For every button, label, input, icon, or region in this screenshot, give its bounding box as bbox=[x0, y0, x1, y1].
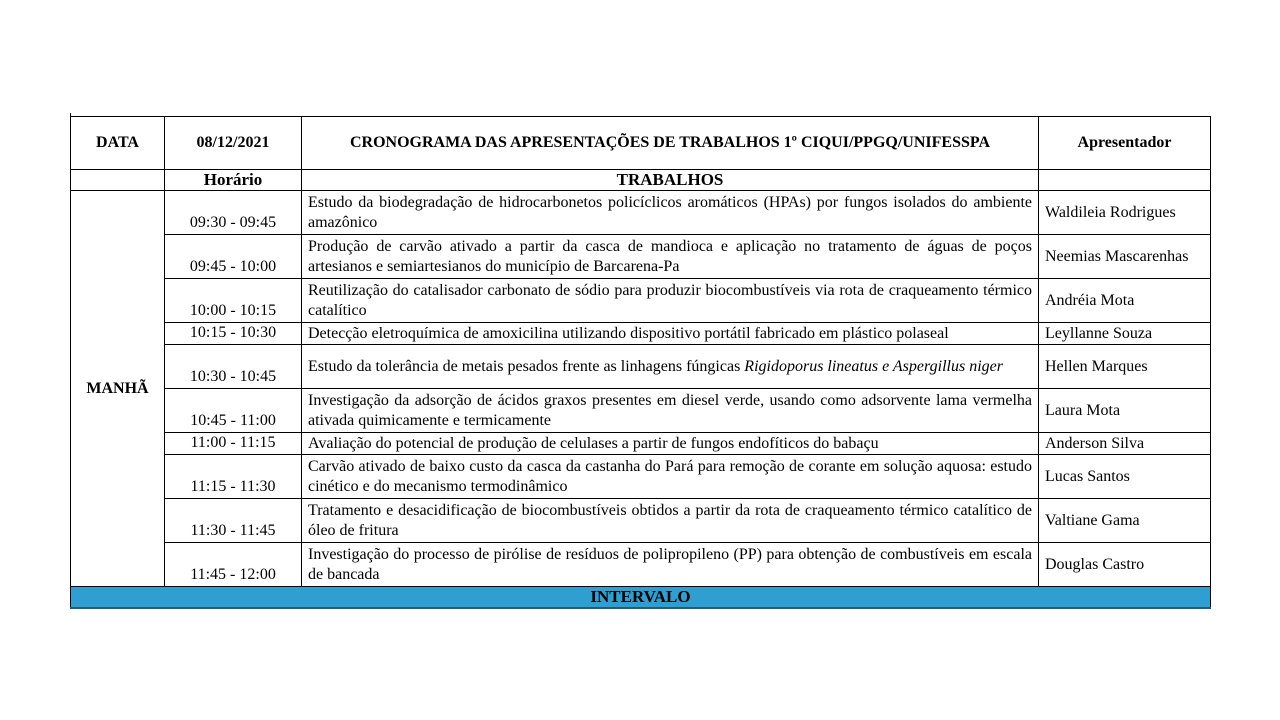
presenter-name: Douglas Castro bbox=[1039, 543, 1211, 587]
works-header: TRABALHOS bbox=[302, 170, 1039, 191]
work-title: Reutilização do catalisador carbonato de sódio para produzir biocombustíveis via rota de craqueamento térmico catalítico bbox=[302, 279, 1039, 323]
table-row bbox=[71, 279, 1211, 323]
table-row bbox=[71, 345, 1211, 389]
work-title: Investigação do processo de pirólise de resíduos de polipropileno (PP) para obtenção de combustíveis em escala de bancada bbox=[302, 543, 1039, 587]
table-row bbox=[71, 235, 1211, 279]
presenter-header: Apresentador bbox=[1039, 117, 1211, 170]
work-title: Avaliação do potencial de produção de celulases a partir de fungos endofíticos do babaçu bbox=[302, 433, 1039, 455]
time-slot: 10:45 - 11:00 bbox=[165, 389, 302, 433]
table-row bbox=[71, 389, 1211, 433]
table-row bbox=[71, 499, 1211, 543]
presenter-name: Andréia Mota bbox=[1039, 279, 1211, 323]
time-slot: 10:15 - 10:30 bbox=[165, 323, 302, 345]
empty-cell bbox=[71, 170, 165, 191]
time-slot: 11:00 - 11:15 bbox=[165, 433, 302, 455]
time-slot: 09:45 - 10:00 bbox=[165, 235, 302, 279]
work-title-text: Estudo da tolerância de metais pesados frente as linhagens fúngicas bbox=[308, 357, 745, 375]
presenter-name: Valtiane Gama bbox=[1039, 499, 1211, 543]
empty-cell bbox=[1039, 170, 1211, 191]
presenter-name: Leyllanne Souza bbox=[1039, 323, 1211, 345]
time-slot: 11:30 - 11:45 bbox=[165, 499, 302, 543]
time-slot: 10:00 - 10:15 bbox=[165, 279, 302, 323]
time-slot: 09:30 - 09:45 bbox=[165, 191, 302, 235]
presenter-name: Hellen Marques bbox=[1039, 345, 1211, 389]
work-title: Produção de carvão ativado a partir da casca de mandioca e aplicação no tratamento de águas de poços artesianos e semiartesianos do município de Barcarena-Pa bbox=[302, 235, 1039, 279]
period-label: MANHÃ bbox=[71, 191, 165, 587]
species-names: Rigidoporus lineatus e Aspergillus niger bbox=[744, 357, 1003, 375]
table-row bbox=[71, 455, 1211, 499]
presenter-name: Neemias Mascarenhas bbox=[1039, 235, 1211, 279]
time-slot: 10:30 - 10:45 bbox=[165, 345, 302, 389]
work-title: Tratamento e desacidificação de biocombustíveis obtidos a partir da rota de craqueamento térmico catalítico de óleo de fritura bbox=[302, 499, 1039, 543]
work-title: Investigação da adsorção de ácidos graxos presentes em diesel verde, usando como adsorvente lama vermelha ativada quimicamente e termicamente bbox=[302, 389, 1039, 433]
work-title bbox=[302, 345, 1039, 389]
interval-label: INTERVALO bbox=[71, 587, 1211, 609]
data-label: DATA bbox=[71, 117, 165, 170]
interval-row bbox=[71, 587, 1211, 609]
table-row bbox=[71, 433, 1211, 455]
schedule-table bbox=[70, 116, 1211, 609]
date-value: 08/12/2021 bbox=[165, 117, 302, 170]
work-title: Detecção eletroquímica de amoxicilina utilizando dispositivo portátil fabricado em plástico polaseal bbox=[302, 323, 1039, 345]
time-slot: 11:45 - 12:00 bbox=[165, 543, 302, 587]
work-title: Estudo da biodegradação de hidrocarbonetos policíclicos aromáticos (HPAs) por fungos isolados do ambiente amazônico bbox=[302, 191, 1039, 235]
table-row bbox=[71, 191, 1211, 235]
presenter-name: Laura Mota bbox=[1039, 389, 1211, 433]
work-title: Carvão ativado de baixo custo da casca da castanha do Pará para remoção de corante em solução aquosa: estudo cinético e do mecanismo termodinâmico bbox=[302, 455, 1039, 499]
table-row bbox=[71, 323, 1211, 345]
presenter-name: Lucas Santos bbox=[1039, 455, 1211, 499]
table-row bbox=[71, 543, 1211, 587]
presenter-name: Waldileia Rodrigues bbox=[1039, 191, 1211, 235]
schedule-title: CRONOGRAMA DAS APRESENTAÇÕES DE TRABALHOS 1º CIQUI/PPGQ/UNIFESSPA bbox=[302, 117, 1039, 170]
time-header: Horário bbox=[165, 170, 302, 191]
header-row bbox=[71, 117, 1211, 170]
subheader-row bbox=[71, 170, 1211, 191]
time-slot: 11:15 - 11:30 bbox=[165, 455, 302, 499]
presenter-name: Anderson Silva bbox=[1039, 433, 1211, 455]
